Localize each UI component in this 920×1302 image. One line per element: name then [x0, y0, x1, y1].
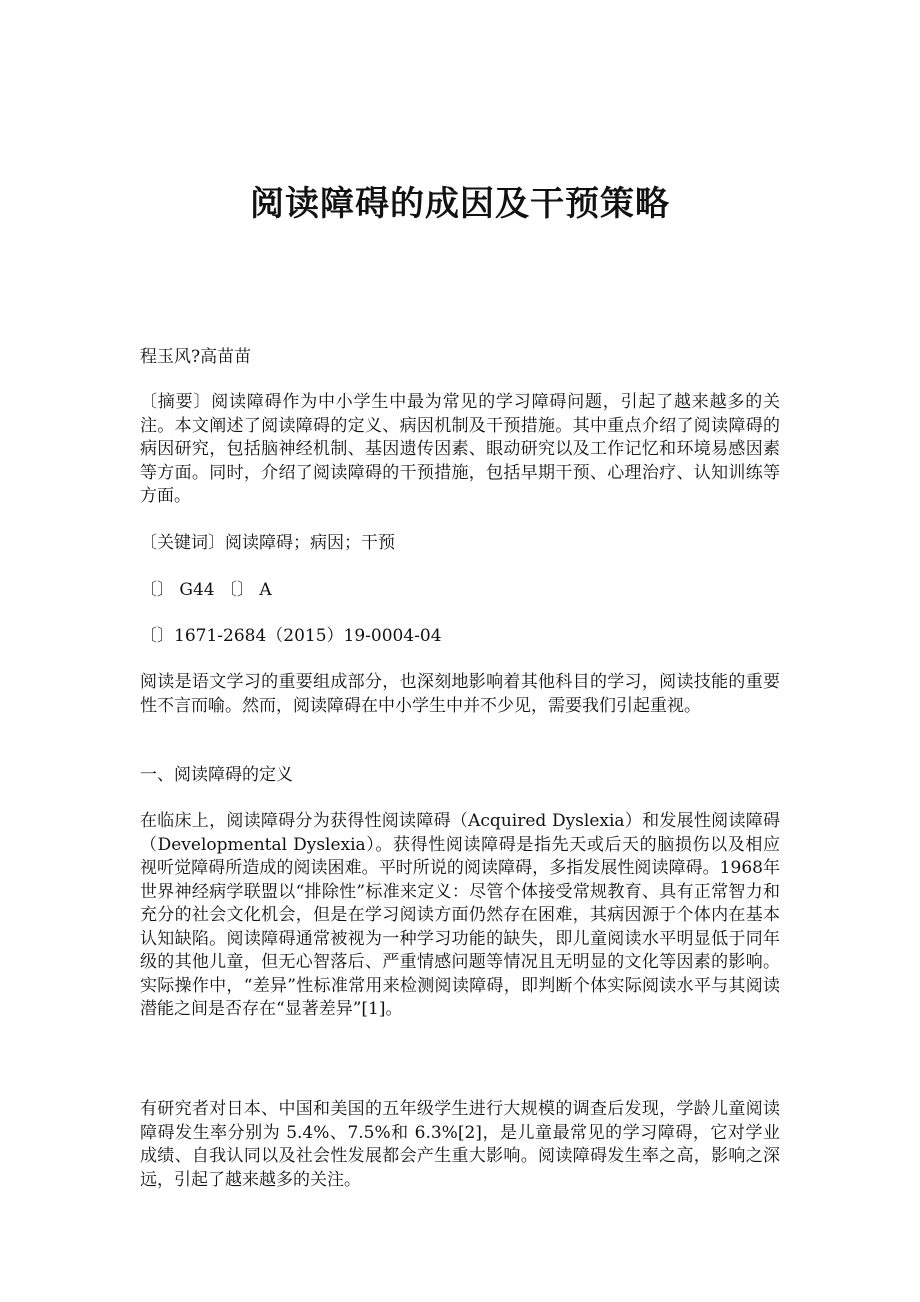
body-paragraph: 有研究者对日本、中国和美国的五年级学生进行大规模的调查后发现，学龄儿童阅读障碍发生率分别为 5.4%、7.5%和 6.3%[2]，是儿童最常见的学习障碍，它对学业成绩、自我认同以及社会性发展都会产生重大影响。阅读障碍发生率之高，影响之深远，引起了越来越多的关注。 [140, 1099, 780, 1190]
classification-line: 〔〕 G44 〔〕 A [140, 580, 272, 600]
abstract-paragraph: 〔摘要〕阅读障碍作为中小学生中最为常见的学习障碍问题，引起了越来越多的关注。本文阐述了阅读障碍的定义、病因机制及干预措施。其中重点介绍了阅读障碍的病因研究，包括脑神经机制、基因遗传因素、眼动研究以及工作记忆和环境易感因素等方面。同时，介绍了阅读障碍的干预措施，包括早期干预、心理治疗、认知训练等方面。 [140, 392, 780, 506]
article-id-line: 〔〕1671-2684（2015）19-0004-04 [140, 626, 442, 646]
intro-paragraph: 阅读是语文学习的重要组成部分，也深刻地影响着其他科目的学习，阅读技能的重要性不言而喻。然而，阅读障碍在中小学生中并不少见，需要我们引起重视。 [140, 672, 780, 716]
keywords-line: 〔关键词〕阅读障碍；病因；干预 [140, 533, 395, 553]
section-heading: 一、阅读障碍的定义 [140, 765, 293, 785]
body-paragraph: 在临床上，阅读障碍分为获得性阅读障碍（Acquired Dyslexia）和发展性阅读障碍（Developmental Dyslexia）。获得性阅读障碍是指先天或后天的脑损伤以及相应视听觉障碍所造成的阅读困难。平时所说的阅读障碍，多指发展性阅读障碍。1968年世界神经病学联盟以“排除性”标准来定义：尽管个体接受常规教育、具有正常智力和充分的社会文化机会，但是在学习阅读方面仍然存在困难，其病因源于个体内在基本认知缺陷。阅读障碍通常被视为一种学习功能的缺失，即儿童阅读水平明显低于同年级的其他儿童，但无心智落后、严重情感问题等情况且无明显的文化等因素的影响。实际操作中，“差异”性标准常用来检测阅读障碍，即判断个体实际阅读水平与其阅读潜能之间是否存在“显著差异”[1]。 [140, 811, 780, 1019]
author-line: 程玉风?高苗苗 [140, 347, 252, 367]
page-title: 阅读障碍的成因及干预策略 [250, 184, 670, 224]
